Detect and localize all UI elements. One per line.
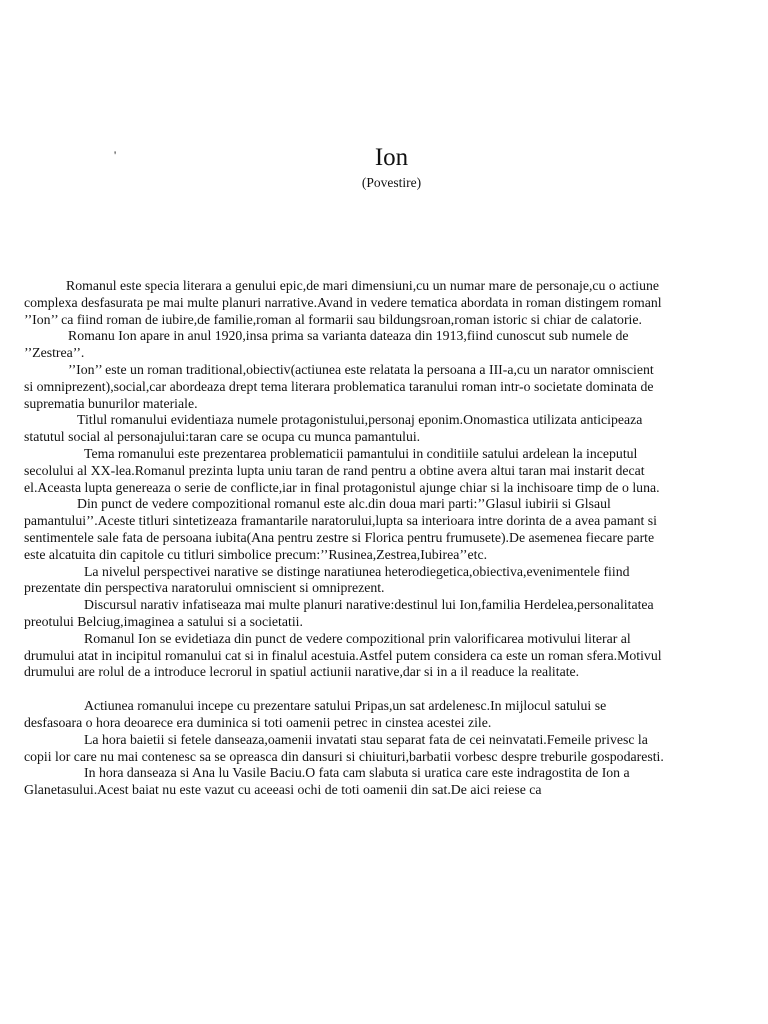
paragraph: ’’Ion’’ este un roman traditional,obiectiv(actiunea este relatata la persoana a III-a,cu un narator omniscient si omniprezent),social,car abordeaza drept tema literara problematica taranului roman intr-o societate dominata de suprematia bunurilor materiale. — [24, 361, 654, 411]
document-title: Ion — [374, 144, 409, 171]
paragraph: Romanu Ion apare in anul 1920,insa prima sa varianta dateaza din 1913,fiind cunoscut sub numele de ’’Zestrea’’. — [24, 328, 629, 361]
paragraph: Romanul Ion se evidetiaza din punct de vedere compozitional prin valorificarea motivului literar al drumului atat in incipitul romanului cat si in finalul acestuia.Astfel putem considera ca este un roman sfera.Motivul drumului are rolul de a introduce lecrorul in spatiul actiunii narative,dar si in a il readuce la realitate. — [24, 630, 662, 680]
paragraph: Titlul romanului evidentiaza numele protagonistului,personaj eponim.Onomastica utilizata anticipeaza statutul social al personajului:taran care se ocupa cu munca pamantului. — [24, 412, 643, 445]
paragraph: La nivelul perspectivei narative se distinge naratiunea heterodiegetica,obiectiva,evenimentele fiind prezentate din perspectiva naratorului omniscient si omniprezent. — [24, 563, 630, 596]
paragraph: Tema romanului este prezentarea problematicii pamantului in conditiile satului ardelean la inceputul secolului al XX-lea.Romanul prezinta lupta uniu taran de rand pentru a obtine avera altui taran mai instarit decat el.Aceasta lupta genereaza o serie de conflicte,iar in final protagonistul ajunge chiar si la inchisoare timp de o luna. — [24, 445, 660, 495]
document-body — [24, 278, 664, 799]
paragraph: La hora baietii si fetele danseaza,oamenii invatati stau separat fata de cei neinvatati.Femeile privesc la copii lor care nu mai contenesc sa se opreasca din dansuri si chiuituri,barbatii vorbesc despre treburile gospodaresti. — [24, 731, 664, 764]
stray-mark: ' — [114, 148, 117, 162]
paragraph: Discursul narativ infatiseaza mai multe planuri narative:destinul lui Ion,familia Herdelea,personalitatea preotului Belciug,imaginea a satului si a societatii. — [24, 597, 654, 629]
document-subtitle: (Povestire) — [361, 175, 422, 190]
paragraph: In hora danseaza si Ana lu Vasile Baciu.O fata cam slabuta si uratica care este indragostita de Ion a Glanetasului.Acest baiat nu este vazut cu aceeasi ochi de toti oamenii din sat.De aici reiese ca — [24, 765, 630, 798]
paragraph: Actiunea romanului incepe cu prezentare satului Pripas,un sat ardelenesc.In mijlocul satului se desfasoara o hora deoarece era duminica si toti oamenii petrec in cinstea acestei zile. — [24, 698, 607, 730]
paragraph: Romanul este specia literara a genului epic,de mari dimensiuni,cu un numar mare de personaje,cu o actiune complexa desfasurata pe mai multe planuri narrative.Avand in vedere tematica abordata in roman distingem romanl ’’Ion’’ ca fiind roman de iubire,de familie,roman al formarii sau bildungsroan,roman istoric si chiar de calatorie. — [24, 278, 662, 327]
paragraph: Din punct de vedere compozitional romanul este alc.din doua mari parti:’’Glasul iubirii si Glsaul pamantului’’.Aceste titluri sintetizeaza framantarile naratorului,lupta sa interioara intre dorinta de a avea pamant si sentimentele sale fata de persoana iubita(Ana pentru zestre si Florica pentru frumusete).De asemenea fiecare parte este alcatuita din capitole cu titluri simbolice precum:’’Rusinea,Zestrea,Iubirea’’etc. — [24, 496, 657, 562]
